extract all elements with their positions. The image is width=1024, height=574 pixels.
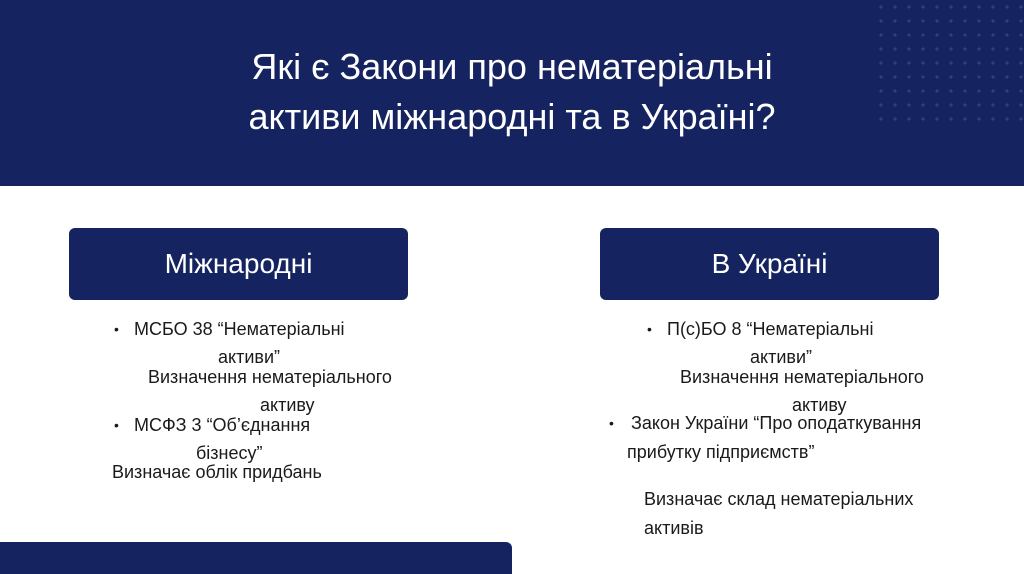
bullet-icon: • <box>609 415 614 431</box>
psbo8-description-line-2: активу <box>792 395 847 415</box>
psbo8-description-line-1: Визначення нематеріального <box>680 367 924 387</box>
ias38-description-line-2: активу <box>260 395 315 415</box>
psbo8-title-line-1: П(с)БО 8 “Нематеріальні <box>667 319 874 339</box>
international-heading-box <box>69 228 408 300</box>
bullet-icon: • <box>114 417 119 433</box>
bullet-icon: • <box>114 321 119 337</box>
slide-title-line-1: Які є Закони про нематеріальні <box>251 46 773 87</box>
tax-law-title-line-1: Закон України “Про оподаткування <box>631 413 922 433</box>
international-heading: Міжнародні <box>164 248 313 279</box>
ias38-description-line-1: Визначення нематеріального <box>148 367 392 387</box>
ias38-title-line-1: МСБО 38 “Нематеріальні <box>134 319 345 339</box>
tax-law-description-line-2: активів <box>644 518 704 538</box>
bottom-decoration-bar <box>0 542 512 574</box>
ias38-title-line-2: активи” <box>218 347 280 367</box>
slide-title <box>0 42 1024 142</box>
psbo8-title-line-2: активи” <box>750 347 812 367</box>
ifrs3-title-line-2: бізнесу” <box>196 443 263 463</box>
tax-law-title-line-2: прибутку підприємств” <box>627 442 815 462</box>
ukraine-heading-box <box>600 228 939 300</box>
ifrs3-description: Визначає облік придбань <box>112 462 322 482</box>
slide-title-line-2: активи міжнародні та в Україні? <box>248 96 776 137</box>
tax-law-description-line-1: Визначає склад нематеріальних <box>644 489 914 509</box>
ifrs3-title-line-1: МСФЗ 3 “Об’єднання <box>134 415 311 435</box>
ukraine-heading: В Україні <box>711 248 828 279</box>
header-banner <box>0 0 1024 186</box>
bullet-icon: • <box>647 321 652 337</box>
